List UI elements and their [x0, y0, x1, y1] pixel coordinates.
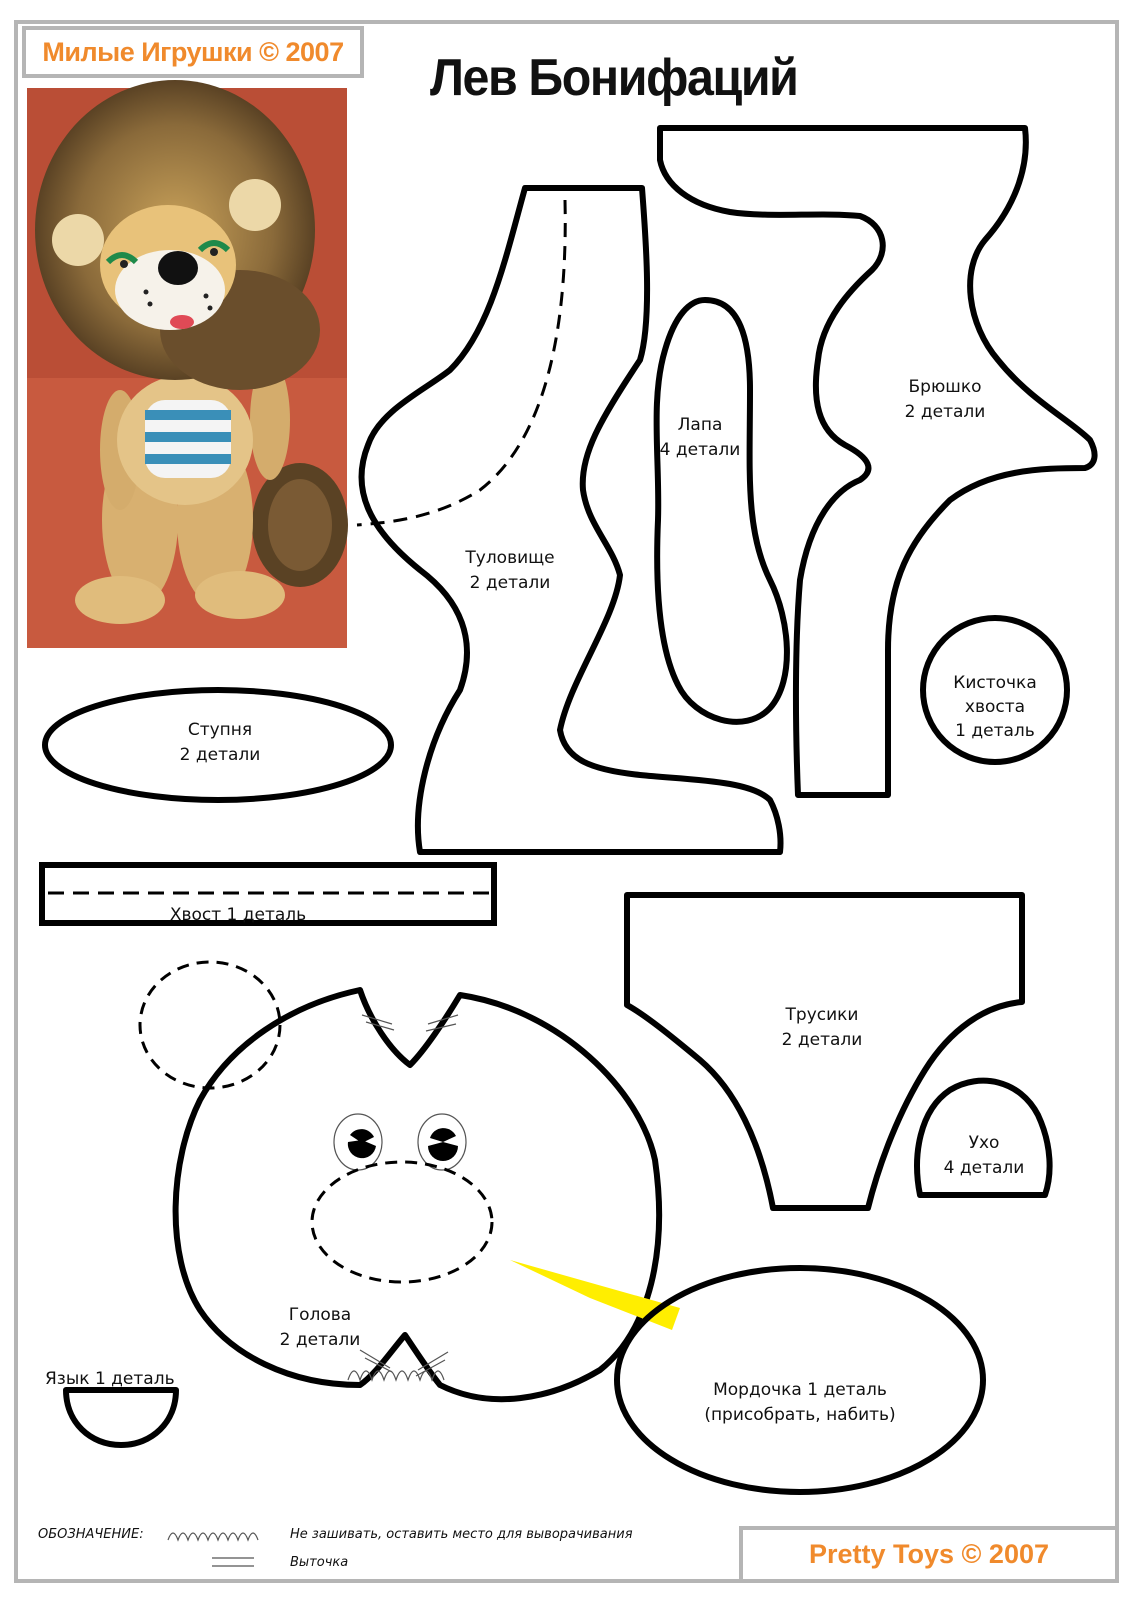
pattern-paw [657, 300, 787, 722]
shorts-label-count: 2 детали [781, 1030, 863, 1050]
eye-left [334, 1114, 382, 1170]
pattern-body [361, 188, 780, 852]
ear-label-count: 4 детали [943, 1158, 1025, 1178]
muzzle-label-note: (присобрать, набить) [704, 1405, 896, 1425]
tail-tuft-label-line1: Кисточка [953, 673, 1037, 693]
legend-title: ОБОЗНАЧЕНИЕ: [38, 1527, 144, 1542]
body-label-count: 2 детали [469, 573, 551, 593]
pattern-tongue [66, 1390, 176, 1445]
tail-label: Хвост 1 деталь [169, 905, 307, 925]
shorts-label-name: Трусики [785, 1005, 859, 1025]
page-title: Лев Бонифаций [430, 49, 798, 107]
body-fold-line [357, 200, 565, 525]
pattern-head [176, 990, 659, 1399]
ear-placement-line [140, 962, 280, 1088]
head-label-name: Голова [288, 1305, 352, 1325]
tongue-label: Язык 1 деталь [45, 1369, 175, 1389]
foot-label-name: Ступня [187, 720, 253, 740]
eye-right [418, 1114, 466, 1170]
tail-tuft-label-line3: 1 деталь [955, 721, 1035, 741]
lion-toy-photo [27, 80, 348, 648]
tail-tuft-label-line2: хвоста [964, 697, 1026, 717]
legend-dart-text: Выточка [290, 1555, 349, 1570]
muzzle-placement-line [312, 1162, 492, 1282]
head-dart-marks [360, 1015, 458, 1376]
head-label-count: 2 детали [279, 1330, 361, 1350]
legend-opening-text: Не зашивать, оставить место для выворачивания [290, 1527, 633, 1542]
belly-label-name: Брюшко [908, 377, 982, 397]
paw-label-name: Лапа [677, 415, 723, 435]
legend-opening-symbol [168, 1533, 258, 1540]
brand-logo-top: Милые Игрушки © 2007 [22, 26, 364, 78]
muzzle-label-name: Мордочка 1 деталь [713, 1380, 887, 1400]
paw-label-count: 4 детали [659, 440, 741, 460]
belly-label-count: 2 детали [904, 402, 986, 422]
brand-logo-bottom: Pretty Toys © 2007 [739, 1526, 1119, 1583]
foot-label-count: 2 детали [179, 745, 261, 765]
pattern-belly [660, 128, 1095, 795]
body-label-name: Туловище [465, 548, 555, 568]
ear-label-name: Ухо [968, 1133, 1000, 1153]
